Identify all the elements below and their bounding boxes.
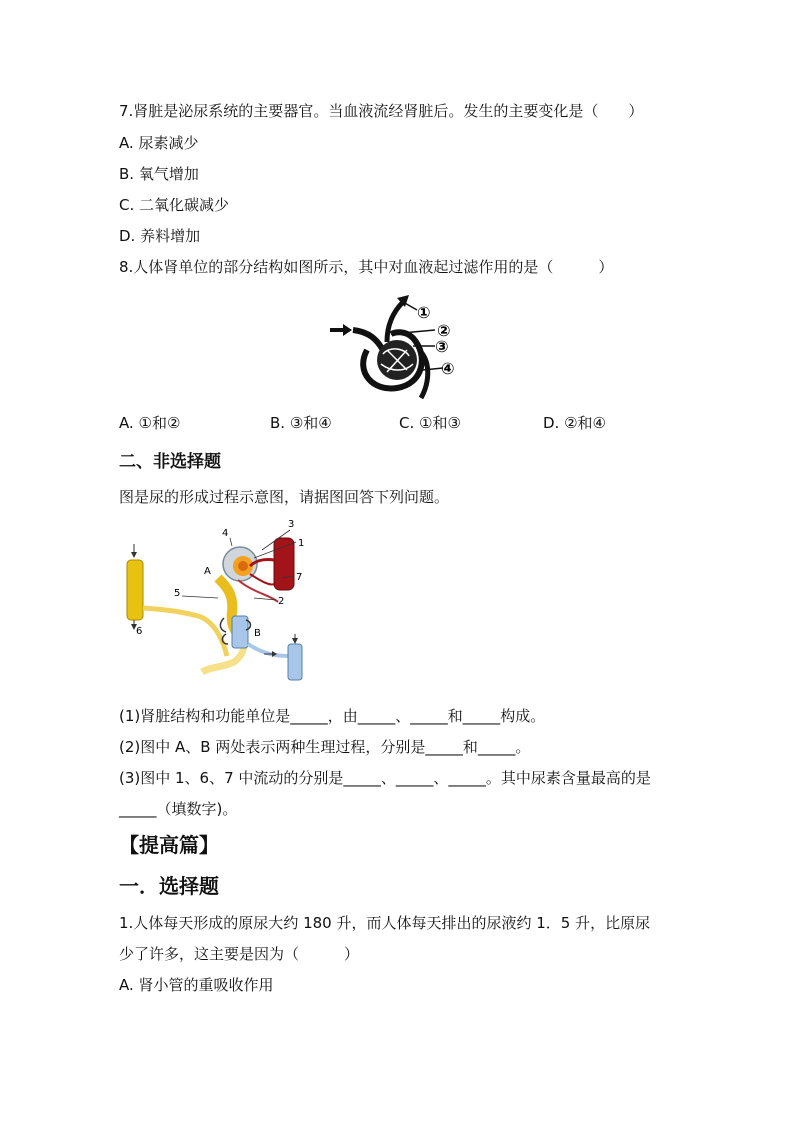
label-2: ② xyxy=(437,321,451,340)
q8-stem: 8.人体肾单位的部分结构如图所示，其中对血液起过滤作用的是（ ） xyxy=(119,258,614,276)
fig-label-5: 5 xyxy=(174,588,181,599)
q8-option-c: C. ①和③ xyxy=(399,414,461,432)
q8-option-a: A. ①和② xyxy=(119,414,181,432)
q7-option-b: B. 氧气增加 xyxy=(119,165,199,183)
fig-label-7: 7 xyxy=(296,572,303,583)
fig-label-2: 2 xyxy=(278,596,285,607)
label-4: ④ xyxy=(441,359,455,378)
advanced-q1-line1: 1.人体每天形成的原尿大约 180 升，而人体每天排出的尿液约 1．5 升，比原尿 xyxy=(119,914,651,932)
label-3: ③ xyxy=(435,337,449,356)
nephron-glomerulus-figure xyxy=(325,292,465,400)
advanced-q1-option-a: A. 肾小管的重吸收作用 xyxy=(119,976,274,994)
label-1: ① xyxy=(417,303,431,322)
advanced-sub-heading: 一．选择题 xyxy=(119,874,219,898)
advanced-q1-line2: 少了许多，这主要是因为（ ） xyxy=(119,945,360,963)
section2-intro: 图是尿的形成过程示意图，请据图回答下列问题。 xyxy=(119,488,450,506)
fig-label-3: 3 xyxy=(288,519,295,530)
fig-label-B: B xyxy=(254,628,261,639)
section2-q3-line2: _____（填数字)。 xyxy=(119,800,238,818)
q8-option-b: B. ③和④ xyxy=(270,414,332,432)
section2-q3-line1: (3)图中 1、6、7 中流动的分别是_____、_____、_____。其中尿素含量最高的是 xyxy=(119,769,651,787)
fig-label-A: A xyxy=(204,566,211,577)
q8-option-d: D. ②和④ xyxy=(543,414,606,432)
q7-option-a: A. 尿素减少 xyxy=(119,134,199,152)
advanced-heading: 【提高篇】 xyxy=(119,833,219,857)
q7-option-d: D. 养料增加 xyxy=(119,227,201,245)
section2-q2: (2)图中 A、B 两处表示两种生理过程，分别是_____和_____。 xyxy=(119,738,531,756)
urine-formation-figure xyxy=(122,516,314,688)
q7-stem: 7.肾脏是泌尿系统的主要器官。当血液流经肾脏后。发生的主要变化是（ ） xyxy=(119,102,644,120)
fig-label-6: 6 xyxy=(136,626,143,637)
section2-heading: 二、非选择题 xyxy=(119,452,221,472)
q7-option-c: C. 二氧化碳减少 xyxy=(119,196,230,214)
fig-label-4: 4 xyxy=(222,528,229,539)
section2-q1: (1)肾脏结构和功能单位是_____，由_____、_____和_____构成。 xyxy=(119,707,546,725)
fig-label-1: 1 xyxy=(298,538,305,549)
